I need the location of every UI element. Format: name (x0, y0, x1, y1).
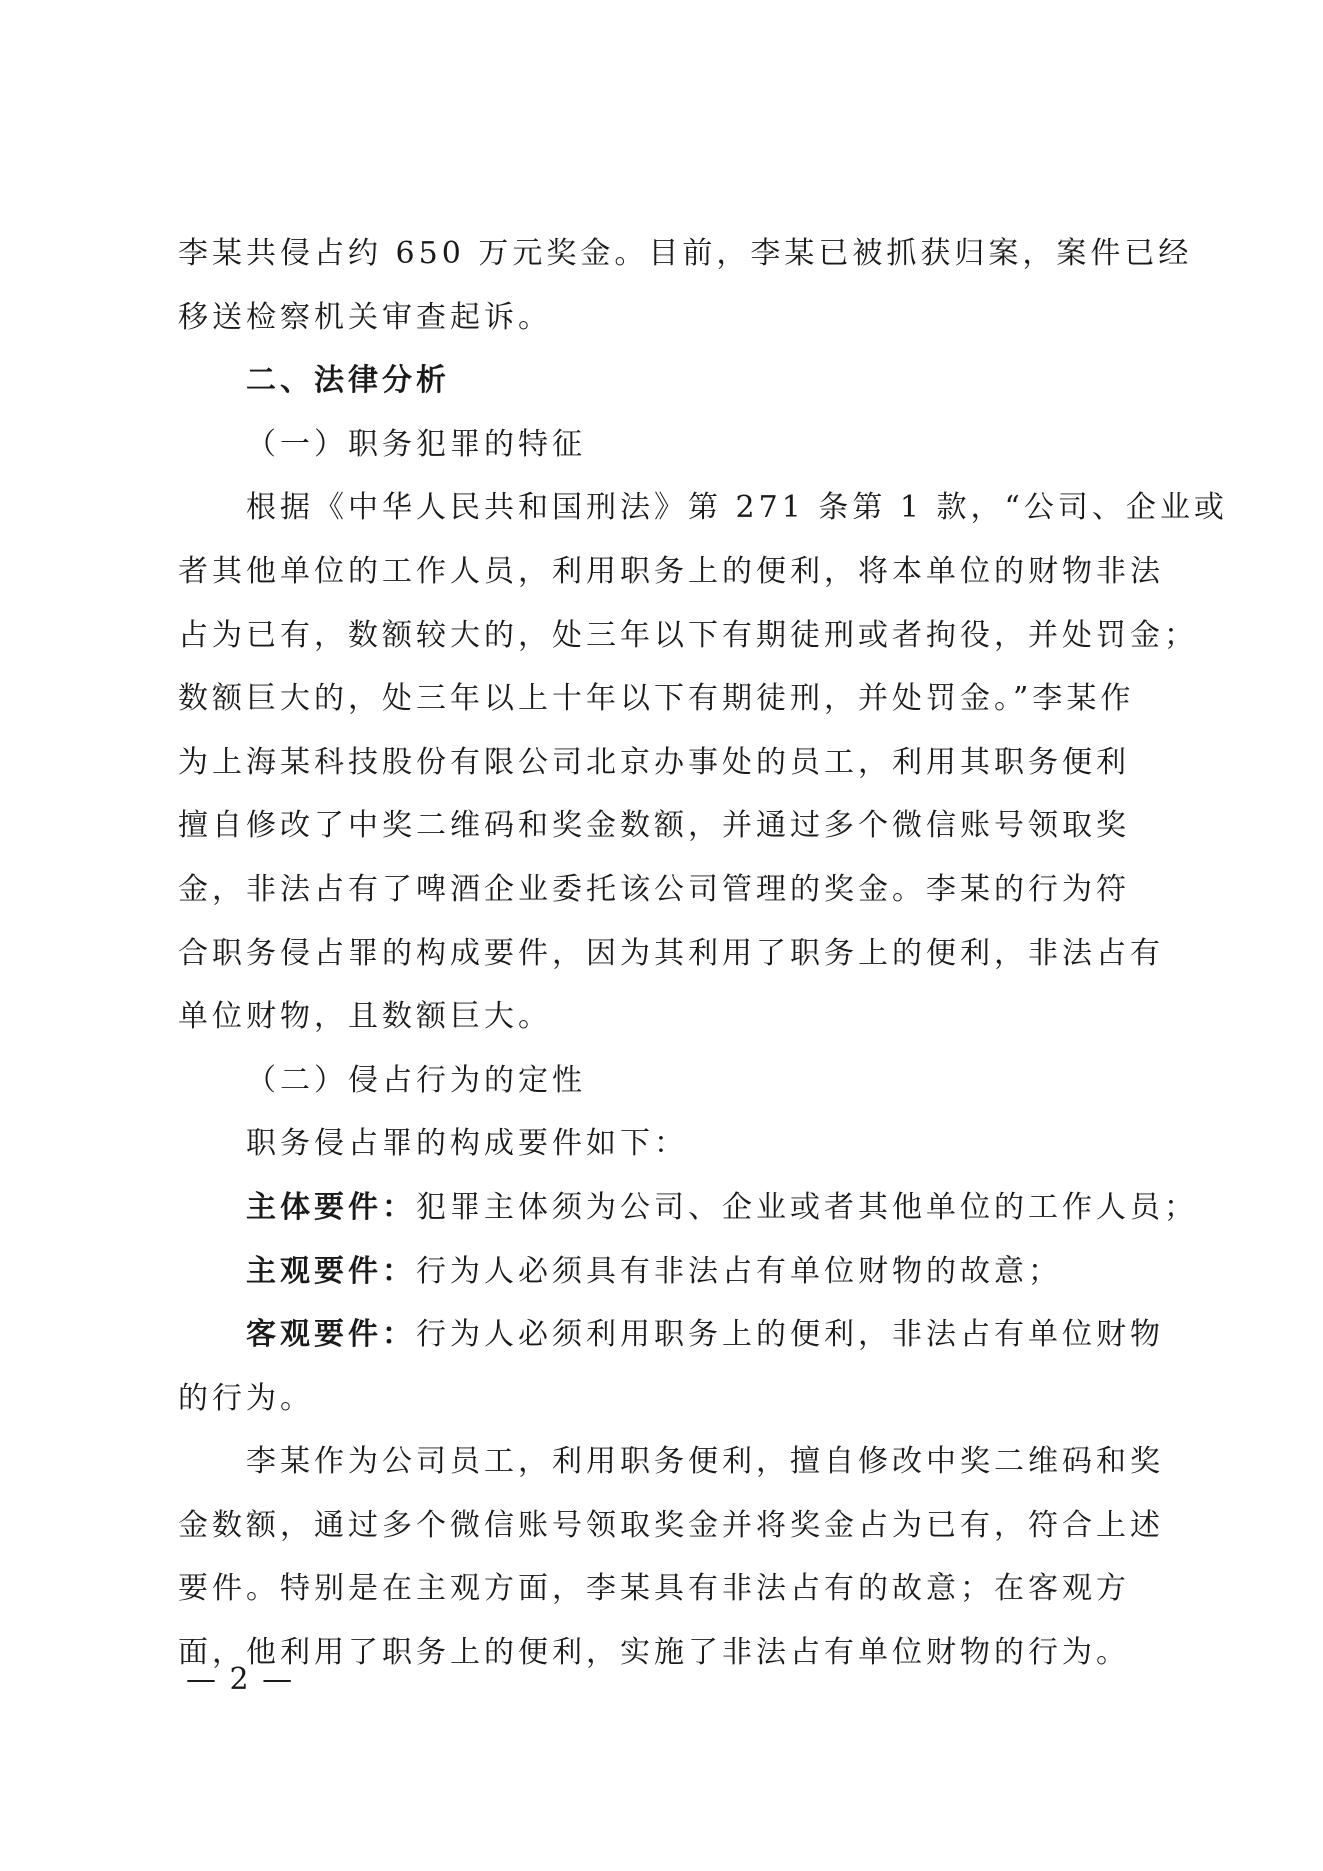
paragraph-line: 的行为。 (178, 1380, 314, 1416)
paragraph-line: 李某共侵占约 650 万元奖金。目前，李某已被抓获归案，案件已经 (178, 236, 1193, 271)
paragraph-line: 数额巨大的，处三年以上十年以下有期徒刑，并处罚金。”李某作 (178, 681, 1135, 717)
requirement-label: 主观要件： (246, 1253, 416, 1289)
requirement-label: 客观要件： (246, 1317, 416, 1353)
paragraph-line: 面，他利用了职务上的便利，实施了非法占有单位财物的行为。 (178, 1635, 1130, 1671)
paragraph-line: 金数额，通过多个微信账号领取奖金并将奖金占为已有，符合上述 (178, 1507, 1164, 1543)
paragraph-line: 移送检察机关审查起诉。 (178, 299, 552, 335)
requirement-text: 犯罪主体须为公司、企业或者其他单位的工作人员； (416, 1189, 1198, 1225)
paragraph-line: 合职务侵占罪的构成要件，因为其利用了职务上的便利，非法占有 (178, 935, 1164, 971)
requirement-subjective (178, 1240, 1148, 1304)
page-number: — 2 — (186, 1662, 295, 1697)
paragraph-line: 要件。特别是在主观方面，李某具有非法占有的故意；在客观方 (178, 1571, 1130, 1607)
body-text (178, 222, 1228, 1685)
paragraph-line: 根据《中华人民共和国刑法》第 271 条第 1 款，“公司、企业或 (246, 490, 1228, 526)
paragraph-line: 者其他单位的工作人员，利用职务上的便利，将本单位的财物非法 (178, 553, 1164, 589)
subsection-heading: （一）职务犯罪的特征 (246, 426, 586, 462)
paragraph-line: 单位财物，且数额巨大。 (178, 999, 552, 1035)
section-heading: 二、法律分析 (246, 363, 450, 399)
requirement-text: 行为人必须具有非法占有单位财物的故意； (416, 1253, 1062, 1289)
paragraph-line: 李某作为公司员工，利用职务便利，擅自修改中奖二维码和奖 (246, 1444, 1164, 1480)
paragraph-line: 占为已有，数额较大的，处三年以下有期徒刑或者拘役，并处罚金； (178, 617, 1198, 653)
subsection-heading: （二）侵占行为的定性 (246, 1062, 586, 1098)
requirement-text: 行为人必须利用职务上的便利，非法占有单位财物 (416, 1317, 1164, 1353)
paragraph-line: 擅自修改了中奖二维码和奖金数额，并通过多个微信账号领取奖 (178, 808, 1130, 844)
paragraph-line: 金，非法占有了啤酒企业委托该公司管理的奖金。李某的行为符 (178, 871, 1130, 907)
requirement-subject (178, 1176, 1198, 1240)
requirement-label: 主体要件： (246, 1189, 416, 1225)
paragraph-line: 职务侵占罪的构成要件如下： (246, 1126, 688, 1162)
requirement-objective (178, 1303, 1164, 1367)
paragraph-line: 为上海某科技股份有限公司北京办事处的员工，利用其职务便利 (178, 744, 1130, 780)
